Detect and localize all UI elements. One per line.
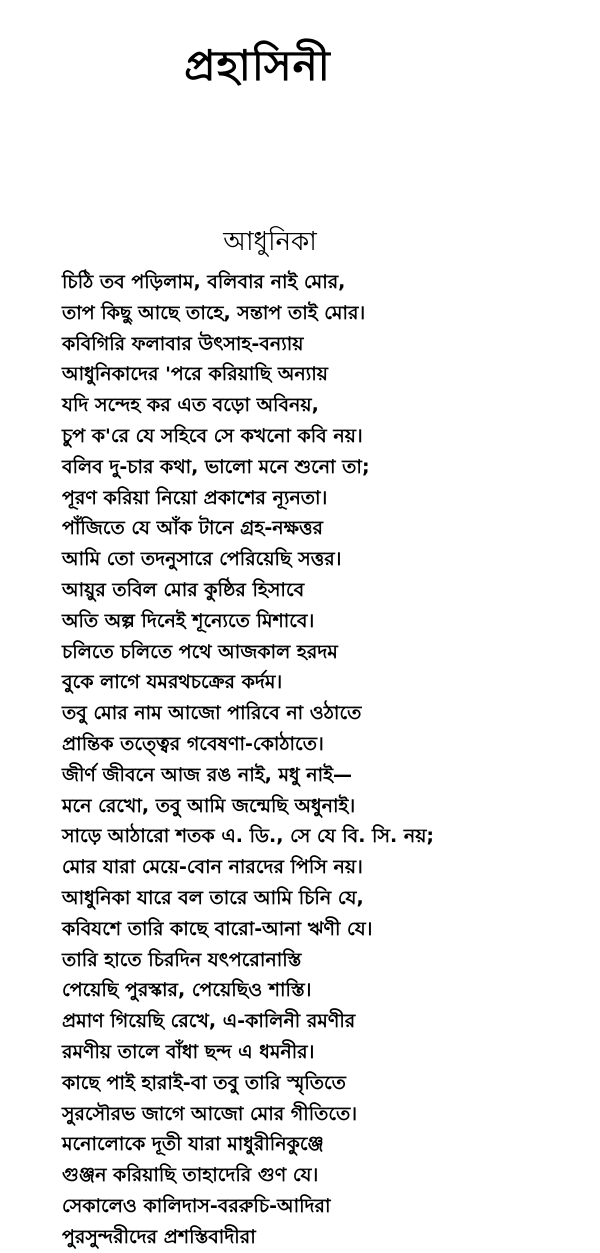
poem-line: প্রমাণ গিয়েছি রেখে, এ-কালিনী রমণীর [62,1010,356,1033]
poem-line: পূরণ করিয়া নিয়ো প্রকাশের ন্যূনতা। [62,486,328,509]
poem-line: তাপ কিছু আছে তাহে, সন্তাপ তাই মোর। [62,301,366,324]
poem-line: মনে রেখো, তবু আমি জন্মেছি অধুনাই। [62,794,356,817]
poem-line: গুঞ্জন করিয়াছি তাহাদেরি গুণ যে। [62,1164,319,1187]
poem-line: তবু মোর নাম আজো পারিবে না ওঠাতে [62,702,362,725]
poem-line: চিঠি তব পড়িলাম, বলিবার নাই মোর, [62,271,346,293]
poem-line: কাছে পাই হারাই-বা তবু তারি স্মৃতিতে [62,1071,346,1094]
poem-line: বলিব দু-চার কথা, ভালো মনে শুনো তা; [62,455,370,478]
poem-line: আধুনিকা যারে বল তারে আমি চিনি যে, [62,886,364,909]
poem-line: প্রান্তিক তত্ত্বের গবেষণা-কোঠাতে। [62,732,324,755]
poem-line: যদি সন্দেহ কর এত বড়ো অবিনয়, [62,394,319,417]
poem-line: মোর যারা মেয়ে-বোন নারদের পিসি নয়। [62,856,363,879]
poem-title: আধুনিকা [223,227,317,257]
poem-line: রমণীয় তালে বাঁধা ছন্দ এ ধমনীর। [62,1040,315,1063]
poem-line: তারি হাতে চিরদিন যৎপরোনাস্তি [62,948,302,971]
poem-line: জীর্ণ জীবনে আজ রঙ নাই, মধু নাই— [62,763,353,786]
poem-body [62,267,592,1253]
poem-line: আধুনিকাদের 'পরে করিয়াছি অন্যায় [62,363,328,386]
poem-line: কবিগিরি ফলাবার উৎসাহ-বন্যায় [62,332,304,355]
poem-line: আমি তো তদনুসারে পেরিয়েছি সত্তর। [62,548,342,571]
poem-line: বুকে লাগে যমরথচক্রের কর্দম। [62,671,283,694]
poem-line: আয়ুর তবিল মোর কুষ্ঠির হিসাবে [62,578,305,601]
poem-line: সুরসৌরভ জাগে আজো মোর গীতিতে। [62,1102,358,1125]
poem-line: সাড়ে আঠারো শতক এ. ডি., সে যে বি. সি. নয়; [62,825,435,848]
book-title: প্রহাসিনী [184,41,331,90]
poem-line: সেকালেও কালিদাস-বররুচি-আদিরা [62,1194,331,1217]
poem-line: অতি অল্প দিনেই শূন্যেতে মিশাবে। [62,609,315,632]
poem-line: মনোলোকে দূতী যারা মাধুরীনিকুঞ্জে [62,1133,324,1156]
poem-line: পাঁজিতে যে আঁক টানে গ্রহ-নক্ষত্তর [62,517,324,540]
poem-line: পুরসুন্দরীদের প্রশস্তিবাদীরা [62,1225,256,1248]
poem-line: চলিতে চলিতে পথে আজকাল হরদম [62,640,338,663]
poem-line: পেয়েছি পুরস্কার, পেয়েছিও শাস্তি। [62,979,312,1002]
poem-line: চুপ ক'রে যে সহিবে সে কখনো কবি নয়। [62,424,363,447]
poem-line: কবিযশে তারি কাছে বারো-আনা ঋণী যে। [62,917,373,940]
